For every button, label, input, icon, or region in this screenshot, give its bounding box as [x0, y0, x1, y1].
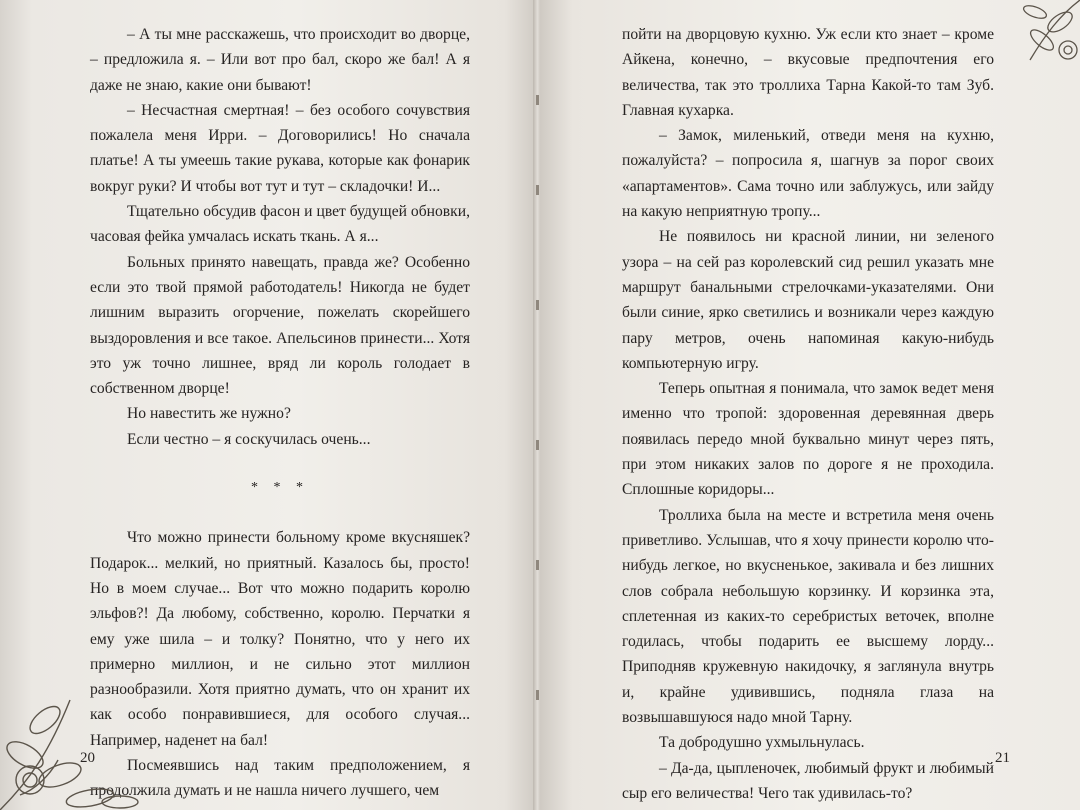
right-page: [540, 0, 1080, 810]
paragraph: – Да-да, цыпленочек, любимый фрукт и любимый сыр его величества! Чего так удивилась-то?: [622, 759, 994, 802]
paragraph: – Несчастная смертная! – без особого сочувствия пожалела меня Ирри. – Договорились! Но сначала платье! А ты умеешь такие рукава, которые как фонарик вокруг руки? И чтобы вот тут и тут – складочки! И...: [90, 101, 470, 195]
binding-stitch: [536, 690, 539, 700]
page-number: 20: [80, 750, 95, 766]
paragraph: Теперь опытная я понимала, что замок ведет меня именно что тропой: здоровенная деревянная дверь появилась передо мной буквально минут через пять, при этом никаких залов по дороге я не проходила. Сплошные коридоры...: [622, 380, 994, 499]
paragraph: Не появилось ни красной линии, ни зеленого узора – на сей раз королевский сид решил указать мне маршрут банальными стрелочками-указателями. Они были синие, ярко светились и возникали через каждую пару метров, очень напоминая какую-нибудь компьютерную игру.: [622, 228, 994, 372]
paragraph: Та добродушно ухмыльнулась.: [659, 734, 865, 752]
paragraph: Больных принято навещать, правда же? Особенно если это твой прямой работодатель! Никогда не будет лишним выразить огорчение, пожелать скорейшего выздоровления и все такое. Апельсинов принести... Хотя это уж точно лишнее, вряд ли король голодает в собственном дворце!: [90, 253, 470, 398]
paragraph: Если честно – я соскучилась очень...: [127, 430, 371, 448]
page-number: 21: [995, 750, 1010, 766]
binding-stitch: [536, 300, 539, 310]
floral-corner-icon: [1010, 0, 1080, 70]
paragraph: Троллиха была на месте и встретила меня очень приветливо. Услышав, что я хочу принести королю что-нибудь легкое, но вкусненькое, закивала и без лишних слов собрала небольшую корзинку. И корзинка эта, сплетенная из каких-то серебристых веточек, вполне годилась, чтобы подарить ее высшему лорду... Приподняв кружевную накидочку, я заглянула внутрь и, крайне удивившись, подняла глаза на возвышавшуюся надо мной Тарну.: [622, 506, 994, 727]
paragraph: Но навестить же нужно?: [127, 405, 291, 423]
binding-stitch: [536, 95, 539, 105]
binding-stitch: [536, 440, 539, 450]
right-page-text: [622, 22, 994, 806]
paragraph: – Замок, миленький, отведи меня на кухню, пожалуйста? – попросила я, шагнув за порог своих «апартаментов». Сама точно или заблужусь, или зайду на какую неприятную тропу...: [622, 127, 994, 221]
paragraph: Посмеявшись над таким предположением, я продолжила думать и не нашла ничего лучшего, чем: [90, 757, 470, 800]
paragraph: Тщательно обсудив фасон и цвет будущей обновки, часовая фейка умчалась искать ткань. А я...: [90, 203, 470, 246]
floral-corner-icon: [0, 680, 150, 810]
paragraph: – А ты мне расскажешь, что происходит во дворце, – предложила я. – Или вот про бал, скоро же бал! А я даже не знаю, какие они бывают!: [90, 26, 470, 94]
section-break: * * *: [251, 480, 309, 496]
binding-stitch: [536, 560, 539, 570]
paragraph: пойти на дворцовую кухню. Уж если кто знает – кроме Айкена, конечно, – вкусовые предпочтения его величества, так это троллиха Тарна Какой-то там Зуб. Главная кухарка.: [622, 26, 994, 119]
left-page: [0, 0, 537, 810]
paragraph: Что можно принести больному кроме вкусняшек? Подарок... мелкий, но приятный. Казалось бы, просто! Но в моем случае... Вот что можно подарить королю эльфов?! Да любому, собственно, королю. Перчатки я ему уже шила – и толку? Понятно, что у него их примерно миллион, и не сильно этот миллион разнообразили. Хотя приятно думать, что он хранит их как особо понравившиеся, для особого случая... Например, наденет на бал!: [90, 529, 470, 749]
binding-stitch: [536, 185, 539, 195]
